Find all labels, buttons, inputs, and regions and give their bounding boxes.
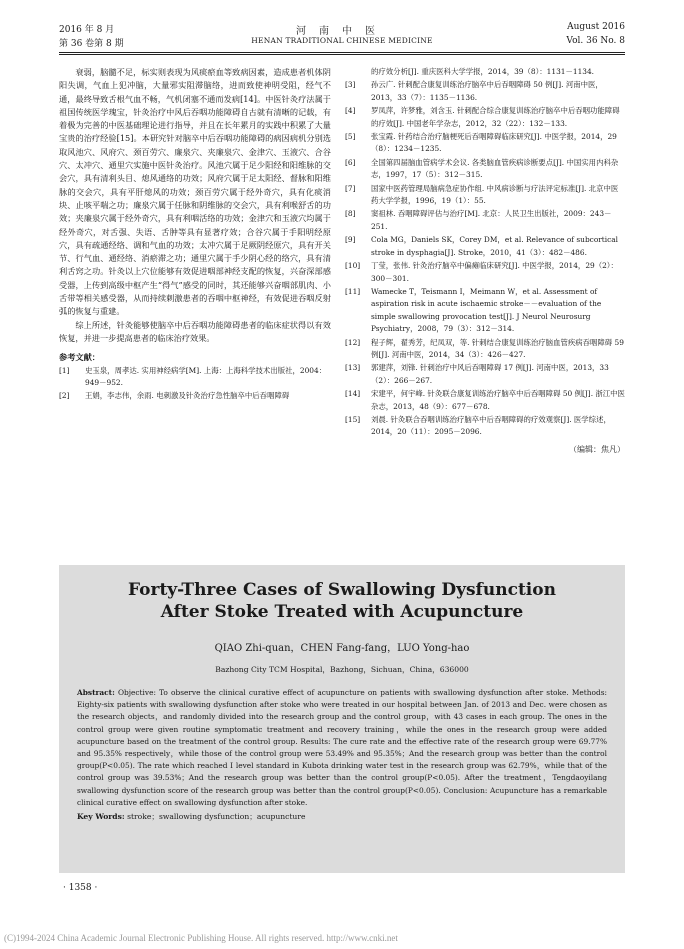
reference-text: 程子辉，翟秀芳，纪凤双，等. 针刺结合康复训练治疗脑血管疾病吞咽障碍 59 例[J]. 河南中医，2014，34（3）：426－427. xyxy=(371,337,624,359)
reference-item xyxy=(345,183,625,208)
reference-item xyxy=(345,105,625,130)
reference-item xyxy=(345,388,625,413)
copyright-footer: (C)1994-2024 China Academic Journal Electronic Publishing House. All rights reserved. http://www.cnki.net xyxy=(4,933,398,943)
english-title-line2: After Stoke Treated with Acupuncture xyxy=(160,602,524,622)
reference-item xyxy=(345,66,625,78)
header-year-month: 2016 年 8 月 xyxy=(59,25,115,35)
reference-number: [2] xyxy=(59,391,70,401)
reference-item xyxy=(345,260,625,285)
reference-item xyxy=(345,337,625,362)
reference-list-left xyxy=(59,365,331,403)
reference-item xyxy=(345,286,625,336)
references-heading: 参考文献： xyxy=(59,352,100,363)
reference-text: 刘晨. 针灸联合吞咽训练治疗脑卒中后吞咽障碍的疗效观察[J]. 医学综述，2014，20（11）：2095－2096. xyxy=(371,414,611,437)
reference-text: 国家中医药管理局脑病急症协作组. 中风病诊断与疗法评定标准[J]. 北京中医药大学学报，1996，19（1）：55. xyxy=(371,183,619,206)
reference-list-right xyxy=(345,66,625,439)
reference-item xyxy=(345,362,625,387)
header-date-en: August 2016 xyxy=(567,22,625,32)
reference-number: [6] xyxy=(345,157,356,167)
reference-item xyxy=(345,131,625,156)
reference-number: [7] xyxy=(345,183,356,193)
english-abstract-box xyxy=(59,565,625,873)
reference-number: [1] xyxy=(59,365,70,375)
right-column xyxy=(345,66,625,456)
header-journal-cn: 河南中医 xyxy=(296,26,388,37)
header-rule-double xyxy=(59,54,625,55)
reference-item xyxy=(345,414,625,439)
header-volume-en: Vol. 36 No. 8 xyxy=(566,36,625,46)
reference-number: [10] xyxy=(345,261,361,271)
reference-item xyxy=(345,79,625,104)
reference-number: [9] xyxy=(345,235,356,245)
reference-text: 罗凤萍，许梦雅，刘含玉. 针刺配合综合康复训练治疗脑卒中后吞咽功能障碍的疗效[J]. 中国老年学杂志，2012，32（22）：132－133. xyxy=(371,106,620,128)
running-header xyxy=(59,22,625,56)
reference-text: 史玉泉，周孝达. 实用神经病学[M]. 上海：上海科学技术出版社，2004：949－952. xyxy=(85,365,327,387)
reference-item xyxy=(345,208,625,233)
reference-text: 张宝霞. 针药结合治疗脑梗死后吞咽障碍临床研究[J]. 中医学报，2014，29（8）：1234－1235. xyxy=(371,132,617,154)
body-paragraph: 衰弱，脑髓不足，标实则表现为风痰瘀血等致病因素，造成患者机体阴阳失调，气血上犯冲脑，大量邪实阻滞脑络，进而致使神明受阻，经气不通，最终导致舌根气血不畅，气机闭塞不通而发病[14]。中医针灸疗法属于祖国传统医学瑰宝，针灸治疗中风后吞咽功能障碍自古就有清晰的记载，有着极为完善的中医基础理论进行指导，并且在长年累月的实践中积累了大量宝贵的治疗经验[15]。本研究针对脑卒中后吞咽功能障碍的病因病机分别选取风池穴、风府穴、颈百劳穴、廉泉穴、夹廉泉穴、金津穴、玉液穴、合谷穴、太冲穴、通里穴实施中医针灸治疗。风池穴属于足少阳经和阳维脉的交会穴，具有清利头目、熄风通络的功效；风府穴属于足太阳经、督脉和阳维脉的交会穴，具有平肝熄风的功效；颈百劳穴属于经外奇穴，具有化痰消块、止咳平喘之功；廉泉穴属于任脉和阴维脉的交会穴，具有利喉舒舌的功效；夹廉泉穴属于经外奇穴，具有利咽活络的功效；金津穴和玉液穴均属于经外奇穴，对舌强、失语、舌肿等具有显著疗效；合谷穴属于手阳明经原穴，具有疏通经络、调和气血的功效；太冲穴属于足厥阴经原穴，具有开关节、行气血、通经络、消瘀滞之功；通里穴属于手少阴心经的络穴，具有清利舌窍之功。针灸以上穴位能够有效促进咽部神经支配的恢复，兴奋深部感受器，上传到高级中枢产生“得气”感受的同时，其还能够兴奋咽部肌肉、小舌带等相关感受器，从而持续刺激患者的吞咽中枢神经，有效促进吞咽反射弧的恢复与重建。 xyxy=(59,67,331,317)
reference-text: 窦祖林. 吞咽障碍评估与治疗[M]. 北京：人民卫生出版社，2009：243－251. xyxy=(371,209,612,231)
english-affiliation: Bazhong City TCM Hospital，Bazhong，Sichuan，China，636000 xyxy=(215,665,469,674)
key-words-text: stroke；swallowing dysfunction；acupuncture xyxy=(124,812,306,822)
reference-text: 孙云广. 针刺配合康复训练治疗脑卒中后吞咽障碍 50 例[J]. 河南中医，2013，33（7）：1135－1136. xyxy=(371,80,603,102)
reference-number: [8] xyxy=(345,209,356,219)
reference-item xyxy=(59,365,331,390)
reference-number: [4] xyxy=(345,106,356,116)
abstract-label: Abstract: xyxy=(77,688,115,697)
reference-text: Wamecke T，Teismann I，Meimann W，et al. Assessment of aspiration risk in acute ischaemic stroke－－evaluation of the simple swallowing provocation test[J]. J Neurol Neurosurg Psychiatry，2008，79（3）：312－314. xyxy=(371,286,602,334)
english-title xyxy=(77,579,607,623)
english-title-line1: Forty-Three Cases of Swallowing Dysfunction xyxy=(128,580,556,600)
reference-item xyxy=(345,234,625,259)
page-number: · 1358 · xyxy=(63,883,98,893)
reference-text: 全国第四届脑血管病学术会议. 各类脑血管疾病诊断要点[J]. 中国实用内科杂志，1997，17（5）：312－315. xyxy=(371,157,619,180)
header-journal-en: HENAN TRADITIONAL CHINESE MEDICINE xyxy=(251,36,433,45)
key-words xyxy=(77,811,607,822)
conclusion-paragraph: 综上所述，针灸能够使脑卒中后吞咽功能障碍患者的临床症状得以有效恢复，并进一步提高患者的临床治疗效果。 xyxy=(59,319,331,343)
reference-text: 宋建平，何宇峰. 针灸联合康复训练治疗脑卒中后吞咽障碍 50 例[J]. 浙江中医杂志，2013，48（9）：677－678. xyxy=(371,389,625,411)
reference-number xyxy=(345,66,371,78)
reference-text: 丁莹，张伟. 针灸治疗脑卒中偏瘫临床研究[J]. 中医学报，2014，29（2）：300－301. xyxy=(371,261,618,283)
key-words-label: Key Words: xyxy=(77,812,125,822)
reference-number: [12] xyxy=(345,337,361,347)
reference-number: [5] xyxy=(345,132,356,142)
reference-text: 王娟，李志伟，余雨. 电刺激及针灸治疗急性脑卒中后吞咽障碍 xyxy=(85,391,290,401)
reference-item xyxy=(345,157,625,182)
left-column xyxy=(59,66,331,404)
abstract-text: Objective: To observe the clinical curative effect of acupuncture on patients with swallowing dysfunction after stoke. Methods: Eighty-six patients with swallowing dysfunction after stoke who were treated in our hospital between Jan. of 2013 and Dec. were chosen as the research objects，and randomly divided into the research group and the control group，with 43 cases in each group. The ones in the control group were given routine symptomatic treatment and recovery training，while the ones in the research group were added acupuncture based on the treatment of the control group. Results: The cure rate and the effective rate of the research group were 69.77% and 95.35% respectively，while those of the control group were 53.49% and 95.35%；And the research group was better than the control group(P<0.05). The rate which reached Ⅰ level standard in Kubota drinking water test in the research group was 62.79%，while that of the control group was 39.53%；And the research group was better than the control group(P<0.05). After the treatment，Tengdaoyilang swallowing dysfunction score of the research group was better than the control group(P<0.05). Conclusion: Acupuncture has a remarkable clinical curative effect on swallowing dysfunction after stoke. xyxy=(77,688,607,807)
reference-number: [13] xyxy=(345,363,361,373)
reference-number: [3] xyxy=(345,80,356,90)
english-abstract xyxy=(77,687,607,809)
reference-item xyxy=(59,390,331,402)
reference-number: [14] xyxy=(345,389,361,399)
reference-text: Cola MG，Daniels SK，Corey DM，et al. Relevance of subcortical stroke in dysphagia[J]. Stroke，2010，41（3）：482－486. xyxy=(371,235,619,257)
reference-number: [15] xyxy=(345,414,361,424)
reference-text: 的疗效分析[J]. 重庆医科大学学报，2014，39（8）：1131－1134. xyxy=(371,67,595,76)
reference-number: [11] xyxy=(345,286,361,296)
english-authors: QIAO Zhi-quan，CHEN Fang-fang，LUO Yong-hao xyxy=(214,643,470,654)
header-rule xyxy=(59,52,625,53)
header-volume-cn: 第 36 卷第 8 期 xyxy=(59,39,124,49)
editor-note: （编辑：焦凡） xyxy=(569,444,625,454)
reference-text: 郭建萍，刘锋. 针刺治疗中风后吞咽障碍 17 例[J]. 河南中医，2013，33（2）：266－267. xyxy=(371,363,609,385)
